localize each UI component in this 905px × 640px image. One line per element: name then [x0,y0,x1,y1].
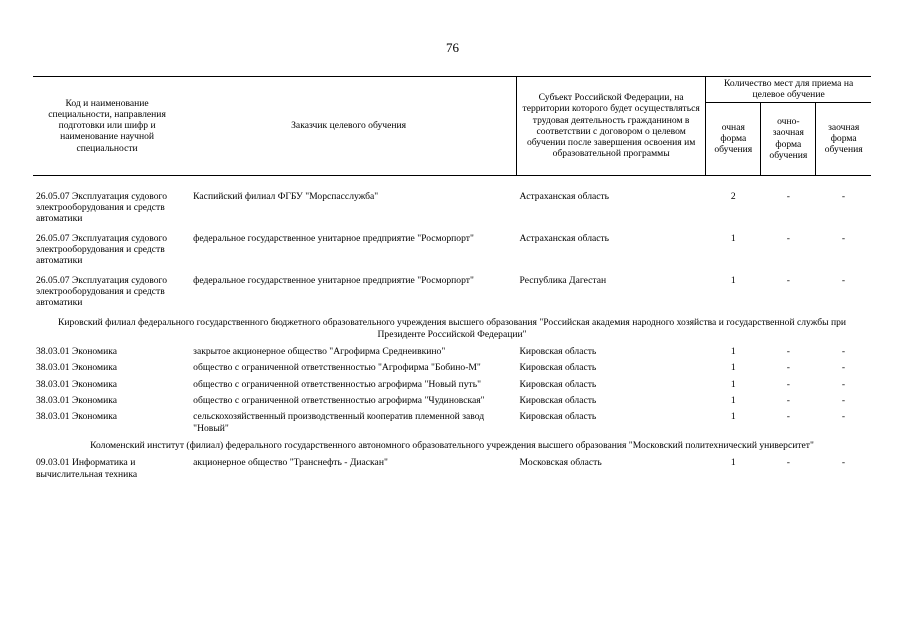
cell-subject: Кировская область [519,411,597,423]
header-part-time: очно-заочная форма обучения [761,102,816,175]
cell-subject: Республика Дагестан [519,274,607,286]
table-row [33,378,871,394]
cell-customer: общество с ограниченной ответственностью агрофирма "Чудиновская" [193,395,485,406]
cell-subject: Астраханская область [519,232,610,244]
cell-full-time: 1 [730,395,736,406]
cell-extramural: - [841,362,846,374]
table-row [33,361,871,377]
table-row [33,456,871,484]
cell-part-time: - [786,411,790,423]
admission-quota-table [33,76,871,484]
cell-subject: Астраханская область [519,190,610,202]
cell-full-time: 2 [730,190,736,202]
cell-extramural: - [841,274,846,286]
cell-full-time: 1 [730,232,736,244]
cell-customer: закрытое акционерное общество "Агрофирма Среднеивкино" [193,346,446,358]
table-row [33,345,871,361]
cell-part-time: - [786,190,790,202]
cell-code: 09.03.01 Информатика и вычислительная техника [36,457,138,480]
table-row [33,394,871,410]
cell-extramural: - [841,457,846,469]
cell-code: 26.05.07 Эксплуатация судового электрооборудования и средств автоматики [36,190,167,225]
cell-extramural: - [841,378,846,390]
cell-extramural: - [841,232,846,244]
cell-customer: федеральное государственное унитарное предприятие "Росморпорт" [193,232,474,244]
header-code: Код и наименование специальности, направления подготовки или шифр и наименование научной специальности [33,77,181,176]
cell-part-time: - [786,378,790,390]
cell-subject: Кировская область [519,378,597,390]
cell-part-time: - [786,362,790,374]
cell-customer: сельскохозяйственный производственный кооператив племенной завод "Новый" [193,411,485,434]
group-title: Кировский филиал федерального государственного бюджетного образовательного учреждения высшего образования "Российская академия народного хозяйства и государственной службы при Президенте Российской Федерации" [57,317,847,340]
cell-full-time: 1 [730,457,736,469]
cell-code: 38.03.01 Экономика [36,411,118,423]
table-row [33,274,871,316]
group-heading-kirov [33,315,871,345]
cell-customer: Каспийский филиал ФГБУ "Морспасслужба" [193,190,379,202]
table-row [33,410,871,438]
cell-subject: Московская область [519,457,602,469]
cell-full-time: 1 [730,362,736,374]
cell-full-time: 1 [730,378,736,390]
cell-code: 38.03.01 Экономика [36,346,118,358]
table-row [33,190,871,232]
cell-part-time: - [786,346,790,358]
cell-extramural: - [841,346,846,358]
cell-customer: общество с ограниченной ответственностью агрофирма "Новый путь" [193,378,482,390]
group-title: Коломенский институт (филиал) федерального государственного автономного образовательного учреждения высшего образования "Московский политехнический университет" [90,439,814,451]
cell-extramural: - [841,190,846,202]
cell-customer: акционерное общество "Транснефть - Диаскан" [193,457,388,469]
cell-subject: Кировская область [519,362,597,374]
cell-part-time: - [786,274,790,286]
cell-full-time: 1 [730,411,736,423]
cell-extramural: - [841,395,846,406]
cell-customer: федеральное государственное унитарное предприятие "Росморпорт" [193,274,474,286]
page-number: 76 [446,40,459,55]
header-divider [33,175,871,190]
header-subject: Субъект Российской Федерации, на территории которого будет осуществляться трудовая деятельность гражданином в соответствии с договором о целевом обучении после завершения освоения им образовательной программы [517,77,706,176]
cell-code: 38.03.01 Экономика [36,395,118,406]
cell-code: 38.03.01 Экономика [36,378,118,390]
cell-full-time: 1 [730,346,736,358]
cell-part-time: - [786,232,790,244]
table-row [33,232,871,274]
header-full-time: очная форма обучения [706,102,761,175]
cell-subject: Кировская область [519,395,597,406]
header-quantity: Количество мест для приема на целевое обучение [706,77,871,103]
cell-part-time: - [786,395,790,406]
cell-part-time: - [786,457,790,469]
cell-subject: Кировская область [519,346,597,358]
cell-code: 38.03.01 Экономика [36,362,118,374]
cell-full-time: 1 [730,274,736,286]
cell-extramural: - [841,411,846,423]
header-extramural: заочная форма обучения [816,102,871,175]
group-heading-kolomna [33,438,871,456]
cell-code: 26.05.07 Эксплуатация судового электрооборудования и средств автоматики [36,274,167,309]
cell-customer: общество с ограниченной ответственностью "Агрофирма "Бобино-М" [193,362,481,374]
header-customer: Заказчик целевого обучения [181,77,516,176]
cell-code: 26.05.07 Эксплуатация судового электрооборудования и средств автоматики [36,232,167,267]
